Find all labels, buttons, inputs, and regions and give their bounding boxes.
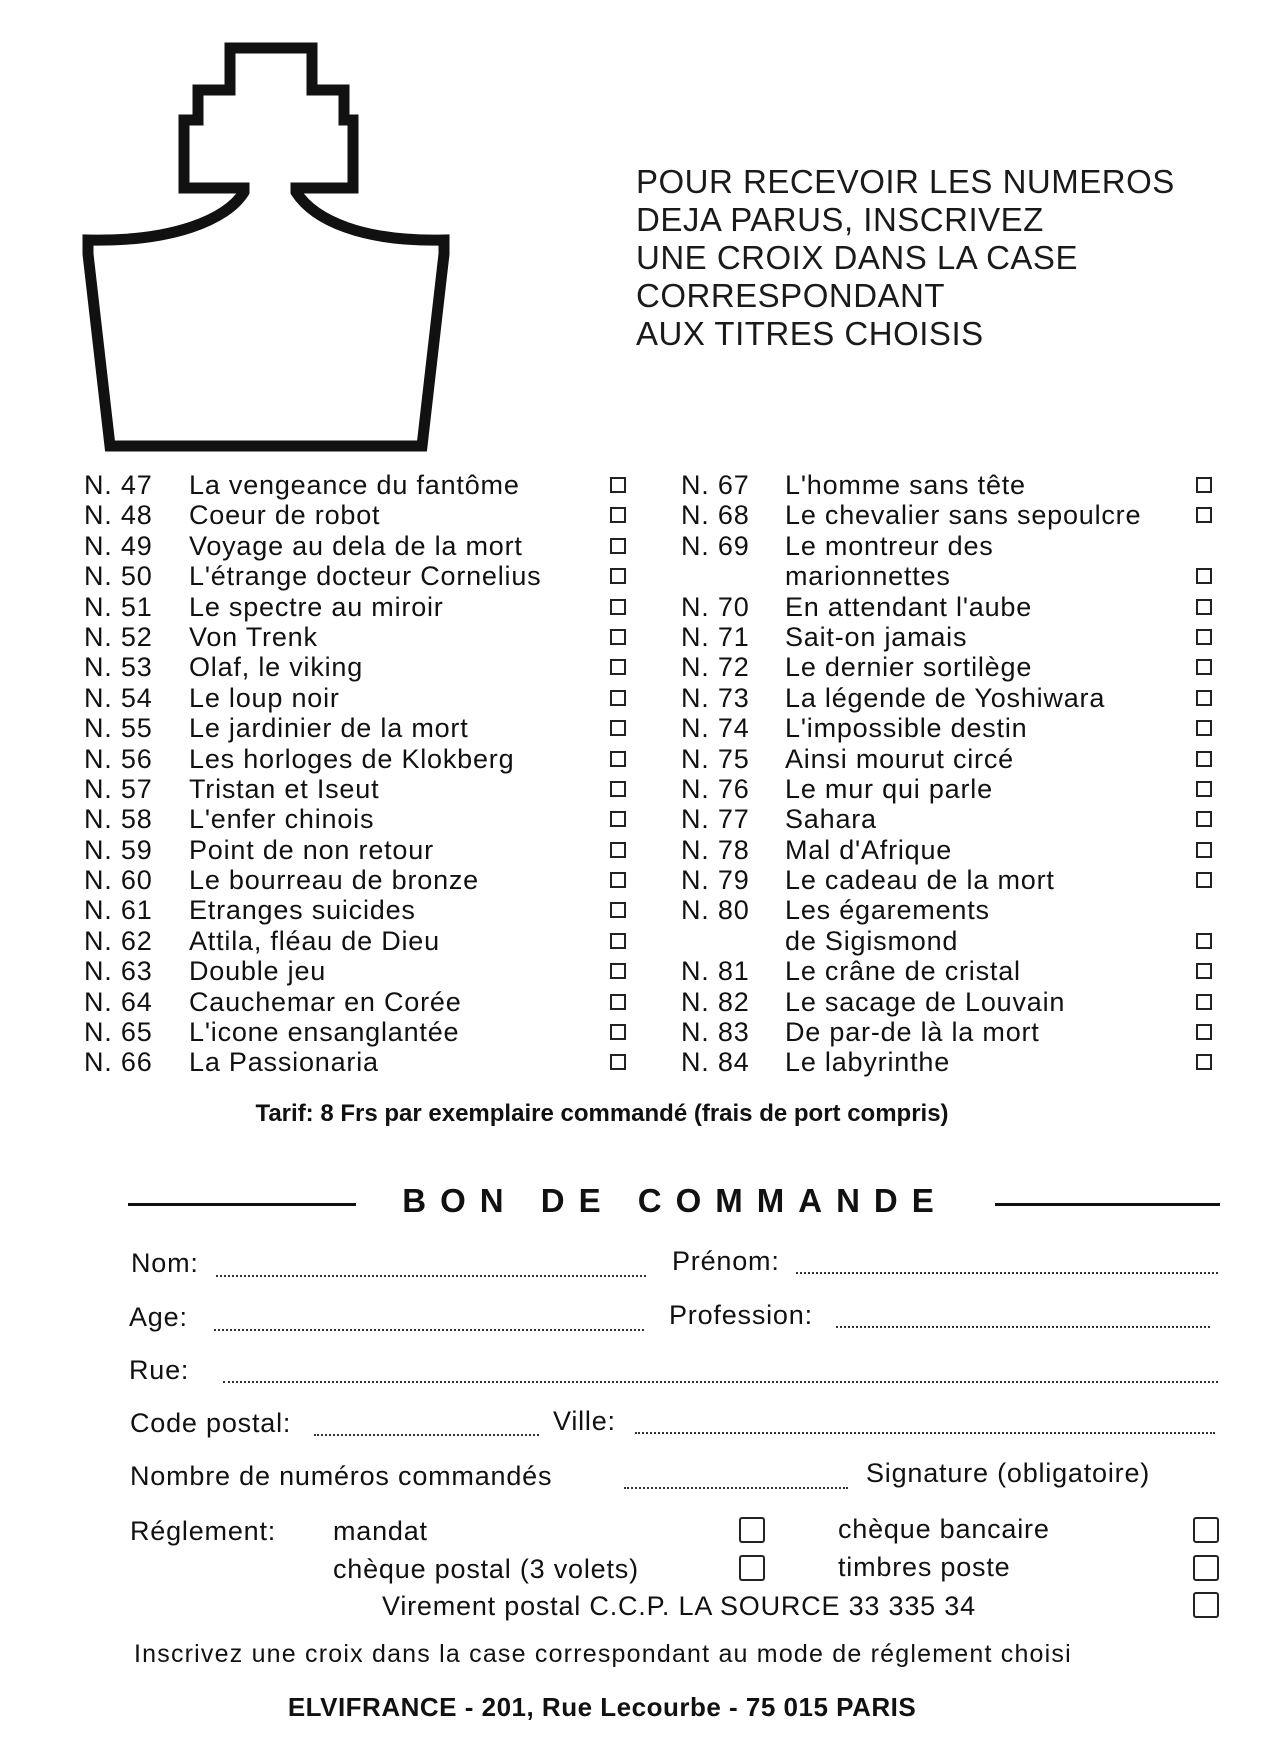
list-item <box>681 774 1221 804</box>
issue-number: N. 68 <box>681 500 750 531</box>
issue-title: Mal d'Afrique <box>785 834 953 865</box>
issue-checkbox[interactable] <box>610 751 626 767</box>
issue-checkbox[interactable] <box>610 1024 626 1040</box>
list-item <box>84 926 636 956</box>
issue-checkbox[interactable] <box>1196 781 1212 797</box>
cheque-postal-checkbox[interactable] <box>739 1555 765 1581</box>
prenom-label: Prénom: <box>672 1246 780 1276</box>
issue-checkbox[interactable] <box>1196 872 1212 888</box>
list-item <box>681 470 1221 500</box>
issue-title: Sait-on jamais <box>785 621 968 652</box>
cheque-bancaire-label: chèque bancaire <box>838 1514 1050 1544</box>
list-item <box>84 622 636 652</box>
list-item <box>681 956 1221 986</box>
age-field[interactable] <box>214 1329 644 1331</box>
code-postal-field[interactable] <box>314 1434 539 1436</box>
rue-label: Rue: <box>129 1355 190 1385</box>
issue-number: N. 64 <box>84 986 153 1017</box>
titles-list-left <box>84 470 636 1078</box>
issue-checkbox[interactable] <box>610 963 626 979</box>
issue-title: Le montreur des <box>785 530 994 561</box>
list-item <box>84 895 636 925</box>
issue-checkbox[interactable] <box>1196 629 1212 645</box>
issue-number: N. 70 <box>681 591 750 622</box>
issue-number: N. 63 <box>84 956 153 987</box>
list-item <box>681 1017 1221 1047</box>
list-item <box>84 956 636 986</box>
issue-number: N. 53 <box>84 652 153 683</box>
nombre-label: Nombre de numéros commandés <box>130 1461 553 1491</box>
issue-number: N. 75 <box>681 743 750 774</box>
issue-number: N. 84 <box>681 1047 750 1078</box>
titles-list-right <box>681 470 1221 1078</box>
reglement-label: Réglement: <box>130 1516 277 1546</box>
issue-title: La légende de Yoshiwara <box>785 682 1106 713</box>
issue-checkbox[interactable] <box>610 507 626 523</box>
issue-number: N. 83 <box>681 1017 750 1048</box>
issue-title: Point de non retour <box>189 834 434 865</box>
issue-checkbox[interactable] <box>1196 811 1212 827</box>
list-item <box>84 592 636 622</box>
issue-title: Etranges suicides <box>189 895 416 926</box>
issue-checkbox[interactable] <box>610 477 626 493</box>
issue-title: Le labyrinthe <box>785 1047 951 1078</box>
issue-checkbox[interactable] <box>1196 751 1212 767</box>
nom-label: Nom: <box>131 1248 199 1278</box>
issue-title: Attila, fléau de Dieu <box>189 925 440 956</box>
issue-title: de Sigismond <box>785 925 959 956</box>
issue-checkbox[interactable] <box>1196 842 1212 858</box>
list-item <box>681 561 1221 591</box>
issue-number: N. 74 <box>681 713 750 744</box>
list-item <box>681 865 1221 895</box>
issue-title: Voyage au dela de la mort <box>189 530 523 561</box>
list-item <box>84 531 636 561</box>
issue-number: N. 48 <box>84 500 153 531</box>
issue-title: Le bourreau de bronze <box>189 865 480 896</box>
list-item <box>681 592 1221 622</box>
list-item <box>681 622 1221 652</box>
issue-checkbox[interactable] <box>1196 720 1212 736</box>
list-item <box>681 531 1221 561</box>
issue-title: Double jeu <box>189 956 327 987</box>
intro-line: UNE CROIX DANS LA CASE <box>636 239 1078 276</box>
issue-title: Le crâne de cristal <box>785 956 1021 987</box>
order-form-title: BON DE COMMANDE <box>402 1182 948 1219</box>
list-item <box>84 744 636 774</box>
list-item <box>84 774 636 804</box>
issue-number: N. 58 <box>84 804 153 835</box>
issue-number: N. 81 <box>681 956 750 987</box>
issue-title: L'homme sans tête <box>785 470 1026 500</box>
intro-line: POUR RECEVOIR LES NUMEROS <box>636 163 1175 200</box>
list-item <box>84 865 636 895</box>
signature-label: Signature (obligatoire) <box>866 1458 1151 1488</box>
list-item <box>681 652 1221 682</box>
list-item <box>681 683 1221 713</box>
cheque-bancaire-checkbox[interactable] <box>1193 1517 1219 1543</box>
issue-number: N. 79 <box>681 865 750 896</box>
list-item <box>681 926 1221 956</box>
issue-checkbox[interactable] <box>1196 599 1212 615</box>
issue-number: N. 82 <box>681 986 750 1017</box>
issue-title: Cauchemar en Corée <box>189 986 462 1017</box>
issue-checkbox[interactable] <box>610 781 626 797</box>
issue-number: N. 61 <box>84 895 153 926</box>
issue-checkbox[interactable] <box>1196 507 1212 523</box>
issue-title: Le dernier sortilège <box>785 652 1033 683</box>
issue-checkbox[interactable] <box>610 933 626 949</box>
issue-number: N. 51 <box>84 591 153 622</box>
tarif-text: Tarif: 8 Frs par exemplaire commandé (frais de port compris) <box>255 1100 949 1127</box>
list-item <box>681 987 1221 1017</box>
issue-number: N. 52 <box>84 621 153 652</box>
issue-title: Le chevalier sans sepoulcre <box>785 500 1142 531</box>
issue-checkbox[interactable] <box>610 994 626 1010</box>
issue-number: N. 71 <box>681 621 750 652</box>
issue-title: Olaf, le viking <box>189 652 364 683</box>
prenom-field[interactable] <box>796 1272 1218 1274</box>
issue-title: Les horloges de Klokberg <box>189 743 515 774</box>
issue-title: Von Trenk <box>189 621 318 652</box>
issue-checkbox[interactable] <box>1196 933 1212 949</box>
issue-number: N. 56 <box>84 743 153 774</box>
list-item <box>681 713 1221 743</box>
issue-checkbox[interactable] <box>1196 1024 1212 1040</box>
issue-checkbox[interactable] <box>610 538 626 554</box>
list-item <box>84 987 636 1017</box>
issue-checkbox[interactable] <box>610 1054 626 1070</box>
issue-number: N. 73 <box>681 682 750 713</box>
profession-field[interactable] <box>836 1326 1210 1328</box>
cross-tombstone-icon <box>82 42 462 459</box>
issue-checkbox[interactable] <box>1196 659 1212 675</box>
issue-checkbox[interactable] <box>610 811 626 827</box>
issue-number: N. 50 <box>84 561 153 592</box>
issue-checkbox[interactable] <box>610 568 626 584</box>
ville-field[interactable] <box>635 1432 1215 1434</box>
list-item <box>84 1017 636 1047</box>
issue-number: N. 77 <box>681 804 750 835</box>
list-item <box>84 835 636 865</box>
list-item <box>681 744 1221 774</box>
issue-number: N. 66 <box>84 1047 153 1078</box>
issue-number: N. 65 <box>84 1017 153 1048</box>
mandat-checkbox[interactable] <box>739 1517 765 1543</box>
publisher-address: ELVIFRANCE - 201, Rue Lecourbe - 75 015 PARIS <box>287 1692 917 1722</box>
list-item <box>681 895 1221 925</box>
issue-title: L'impossible destin <box>785 713 1028 744</box>
issue-checkbox[interactable] <box>610 842 626 858</box>
intro-line: CORRESPONDANT <box>636 277 946 314</box>
issue-checkbox[interactable] <box>610 599 626 615</box>
issue-number: N. 47 <box>84 470 153 500</box>
code-postal-label: Code postal: <box>130 1408 292 1438</box>
list-item <box>84 804 636 834</box>
timbres-checkbox[interactable] <box>1193 1555 1219 1581</box>
divider <box>995 1203 1220 1206</box>
list-item <box>84 652 636 682</box>
nom-field[interactable] <box>216 1275 646 1277</box>
list-item <box>84 470 636 500</box>
issue-title: Tristan et Iseut <box>189 773 380 804</box>
issue-title: Le cadeau de la mort <box>785 865 1055 896</box>
issue-title: Le mur qui parle <box>785 773 993 804</box>
issue-number: N. 57 <box>84 773 153 804</box>
issue-number: N. 72 <box>681 652 750 683</box>
issue-checkbox[interactable] <box>1196 477 1212 493</box>
list-item <box>681 500 1221 530</box>
issue-number: N. 62 <box>84 925 153 956</box>
issue-title: L'enfer chinois <box>189 804 375 835</box>
issue-number: N. 76 <box>681 773 750 804</box>
list-item <box>84 713 636 743</box>
intro-line: AUX TITRES CHOISIS <box>636 315 984 352</box>
issue-title: marionnettes <box>785 561 951 592</box>
nombre-field[interactable] <box>624 1487 848 1489</box>
issue-number: N. 54 <box>84 682 153 713</box>
instruction-note: Inscrivez une croix dans la case correspondant au mode de réglement choisi <box>134 1640 1072 1668</box>
list-item <box>84 1047 636 1077</box>
virement-label: Virement postal C.C.P. LA SOURCE 33 335 34 <box>382 1591 976 1621</box>
issue-title: L'icone ensanglantée <box>189 1017 460 1048</box>
issue-title: Ainsi mourut circé <box>785 743 1014 774</box>
issue-title: Le jardinier de la mort <box>189 713 469 744</box>
issue-checkbox[interactable] <box>610 659 626 675</box>
issue-title: Sahara <box>785 804 877 835</box>
ville-label: Ville: <box>553 1406 616 1436</box>
issue-number: N. 55 <box>84 713 153 744</box>
issue-checkbox[interactable] <box>1196 1054 1212 1070</box>
issue-checkbox[interactable] <box>610 872 626 888</box>
list-item <box>681 835 1221 865</box>
issue-title: De par-de là la mort <box>785 1017 1040 1048</box>
issue-checkbox[interactable] <box>610 902 626 918</box>
list-item <box>84 683 636 713</box>
list-item <box>84 500 636 530</box>
issue-number: N. 49 <box>84 530 153 561</box>
issue-title: Coeur de robot <box>189 500 381 531</box>
issue-number: N. 80 <box>681 895 750 926</box>
list-item <box>84 561 636 591</box>
divider <box>128 1203 356 1206</box>
issue-number: N. 67 <box>681 470 750 500</box>
issue-title: Les égarements <box>785 895 990 926</box>
intro-line: DEJA PARUS, INSCRIVEZ <box>636 201 1044 238</box>
virement-checkbox[interactable] <box>1193 1592 1219 1618</box>
issue-checkbox[interactable] <box>610 690 626 706</box>
issue-title: Le spectre au miroir <box>189 591 444 622</box>
timbres-label: timbres poste <box>838 1552 1011 1582</box>
cheque-postal-label: chèque postal (3 volets) <box>333 1554 639 1584</box>
profession-label: Profession: <box>669 1300 813 1330</box>
issue-title: L'étrange docteur Cornelius <box>189 561 542 592</box>
issue-checkbox[interactable] <box>1196 690 1212 706</box>
issue-checkbox[interactable] <box>610 720 626 736</box>
issue-title: Le sacage de Louvain <box>785 986 1066 1017</box>
rue-field[interactable] <box>223 1381 1218 1383</box>
issue-checkbox[interactable] <box>1196 568 1212 584</box>
mandat-label: mandat <box>333 1516 428 1546</box>
list-item <box>681 1047 1221 1077</box>
issue-checkbox[interactable] <box>1196 963 1212 979</box>
age-label: Age: <box>129 1302 188 1332</box>
issue-checkbox[interactable] <box>610 629 626 645</box>
issue-number: N. 78 <box>681 834 750 865</box>
issue-number: N. 69 <box>681 530 750 561</box>
issue-title: Le loup noir <box>189 682 340 713</box>
issue-number: N. 59 <box>84 834 153 865</box>
issue-title: La vengeance du fantôme <box>189 470 520 500</box>
list-item <box>681 804 1221 834</box>
issue-title: La Passionaria <box>189 1047 379 1078</box>
issue-title: En attendant l'aube <box>785 591 1033 622</box>
intro-text <box>636 163 1236 353</box>
issue-checkbox[interactable] <box>1196 994 1212 1010</box>
issue-number: N. 60 <box>84 865 153 896</box>
